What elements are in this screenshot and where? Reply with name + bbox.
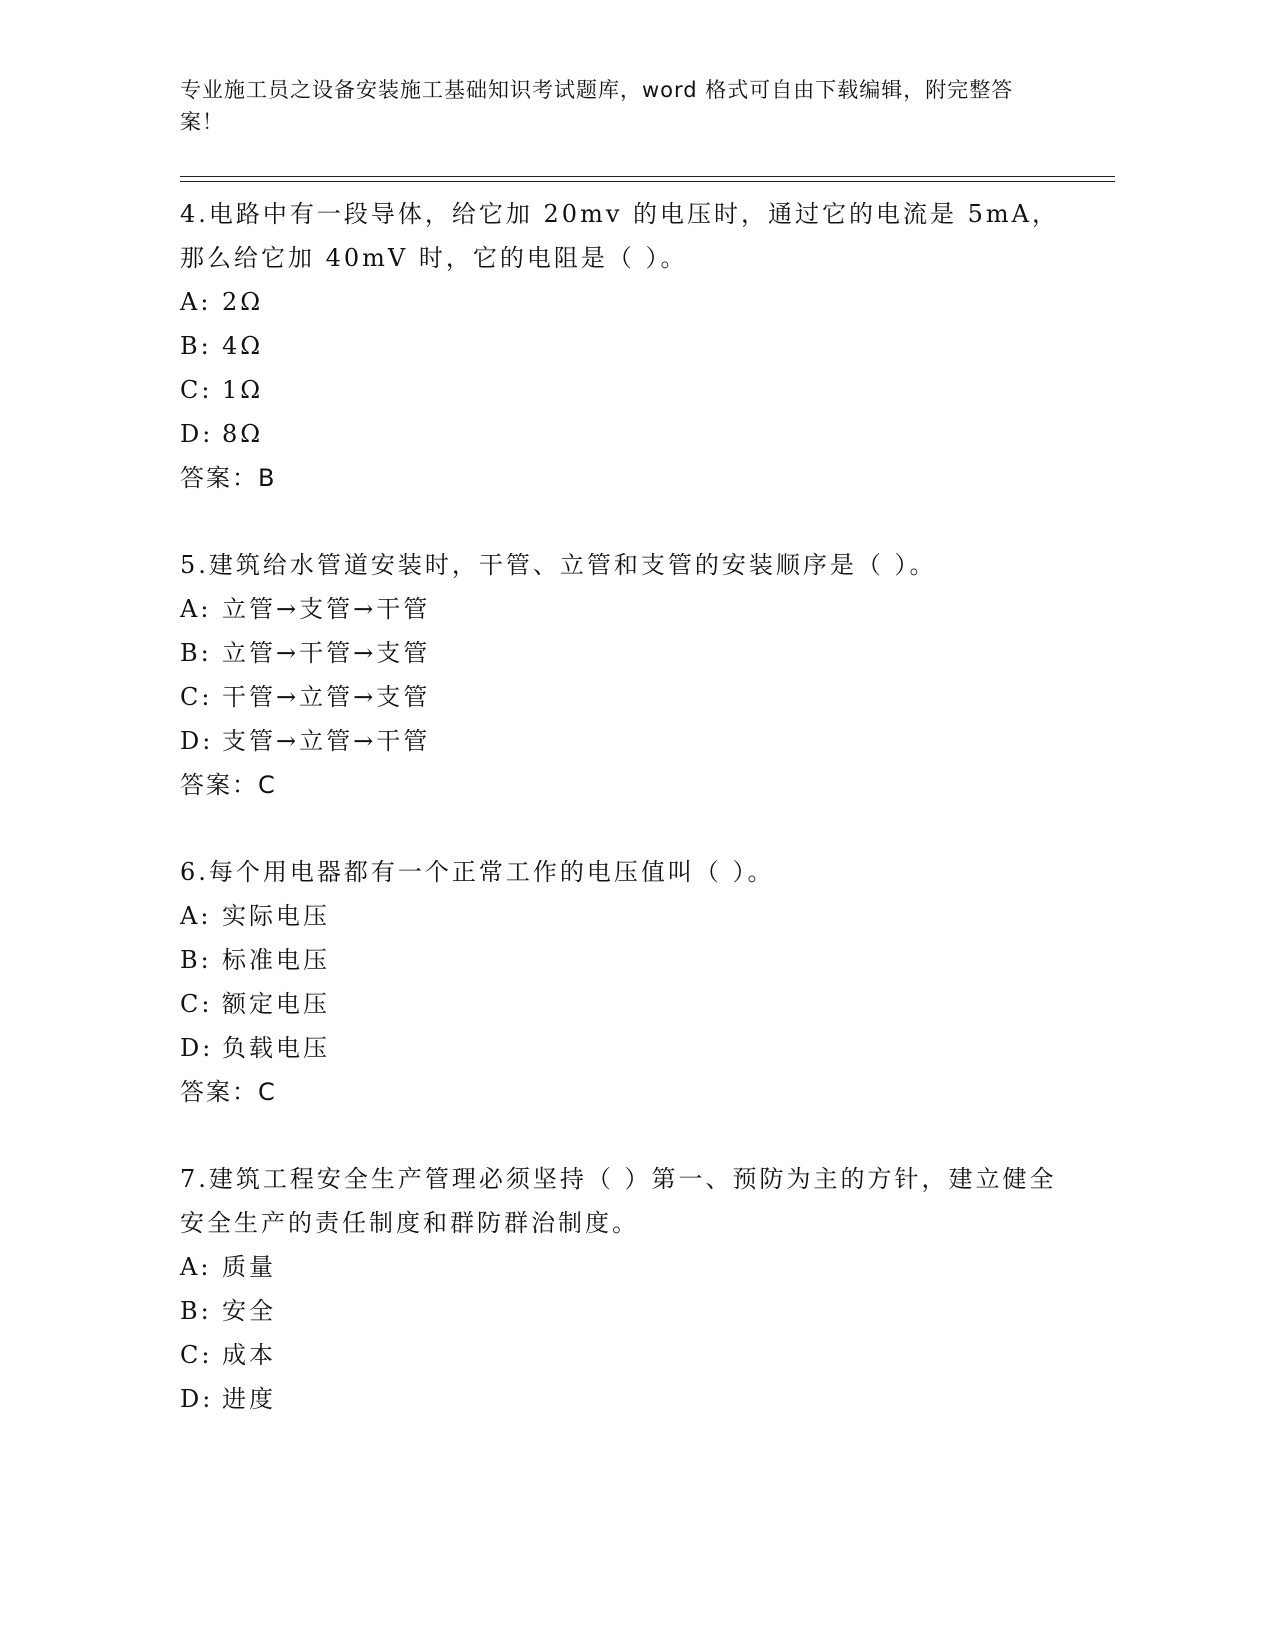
option-d	[180, 412, 1115, 456]
option-text: 标准电压	[222, 946, 330, 974]
question-7	[180, 1157, 1115, 1421]
option-text: 质量	[222, 1253, 276, 1281]
option-key: B:	[180, 946, 212, 974]
option-key: A:	[180, 595, 212, 623]
option-text: 立管→干管→支管	[222, 639, 431, 667]
option-text: 2Ω	[222, 288, 264, 316]
option-a	[180, 894, 1115, 938]
option-text: 8Ω	[222, 420, 264, 448]
option-text: 支管→立管→干管	[222, 727, 431, 755]
option-d	[180, 719, 1115, 763]
option-b	[180, 324, 1115, 368]
header-divider-top	[180, 176, 1115, 177]
option-key: C:	[180, 1341, 213, 1369]
option-b	[180, 1289, 1115, 1333]
option-key: C:	[180, 376, 213, 404]
option-text: 立管→支管→干管	[222, 595, 431, 623]
answer-label: 答案：B	[180, 464, 277, 492]
answer-label: 答案：C	[180, 771, 277, 799]
question-stem: 6.每个用电器都有一个正常工作的电压值叫（ ）。	[180, 858, 775, 886]
option-key: B:	[180, 1297, 212, 1325]
question-4	[180, 192, 1115, 500]
option-a	[180, 280, 1115, 324]
option-key: D:	[180, 1385, 214, 1413]
question-stem: 5.建筑给水管道安装时，干管、立管和支管的安装顺序是（ ）。	[180, 551, 937, 579]
option-d	[180, 1377, 1115, 1421]
option-key: A:	[180, 288, 212, 316]
option-b	[180, 938, 1115, 982]
option-c	[180, 1333, 1115, 1377]
option-a	[180, 587, 1115, 631]
option-key: B:	[180, 332, 212, 360]
option-text: 安全	[222, 1297, 276, 1325]
question-6	[180, 850, 1115, 1114]
option-key: B:	[180, 639, 212, 667]
option-key: C:	[180, 990, 213, 1018]
option-a	[180, 1245, 1115, 1289]
question-stem: 7.建筑工程安全生产管理必须坚持（ ）第一、预防为主的方针，建立健全安全生产的责任制度和群防群治制度。	[180, 1165, 1057, 1237]
document-page	[180, 0, 1115, 1650]
option-text: 干管→立管→支管	[222, 683, 431, 711]
option-text: 4Ω	[222, 332, 264, 360]
option-key: A:	[180, 902, 212, 930]
option-d	[180, 1026, 1115, 1070]
answer-label: 答案：C	[180, 1078, 277, 1106]
option-key: D:	[180, 420, 214, 448]
header-divider-bottom	[180, 181, 1115, 182]
option-c	[180, 982, 1115, 1026]
option-c	[180, 675, 1115, 719]
option-key: D:	[180, 1034, 214, 1062]
option-c	[180, 368, 1115, 412]
document-header: 专业施工员之设备安装施工基础知识考试题库，word 格式可自由下载编辑，附完整答案！	[180, 78, 1014, 134]
option-b	[180, 631, 1115, 675]
option-text: 额定电压	[222, 990, 330, 1018]
option-text: 负载电压	[222, 1034, 330, 1062]
option-text: 1Ω	[222, 376, 264, 404]
option-text: 成本	[222, 1341, 276, 1369]
question-list	[180, 192, 1115, 1464]
question-stem: 4.电路中有一段导体，给它加 20mv 的电压时，通过它的电流是 5mA，那么给它加 40mV 时，它的电阻是（ ）。	[180, 200, 1059, 272]
question-5	[180, 543, 1115, 807]
option-key: C:	[180, 683, 213, 711]
option-text: 实际电压	[222, 902, 330, 930]
option-text: 进度	[222, 1385, 276, 1413]
option-key: D:	[180, 727, 214, 755]
option-key: A:	[180, 1253, 212, 1281]
